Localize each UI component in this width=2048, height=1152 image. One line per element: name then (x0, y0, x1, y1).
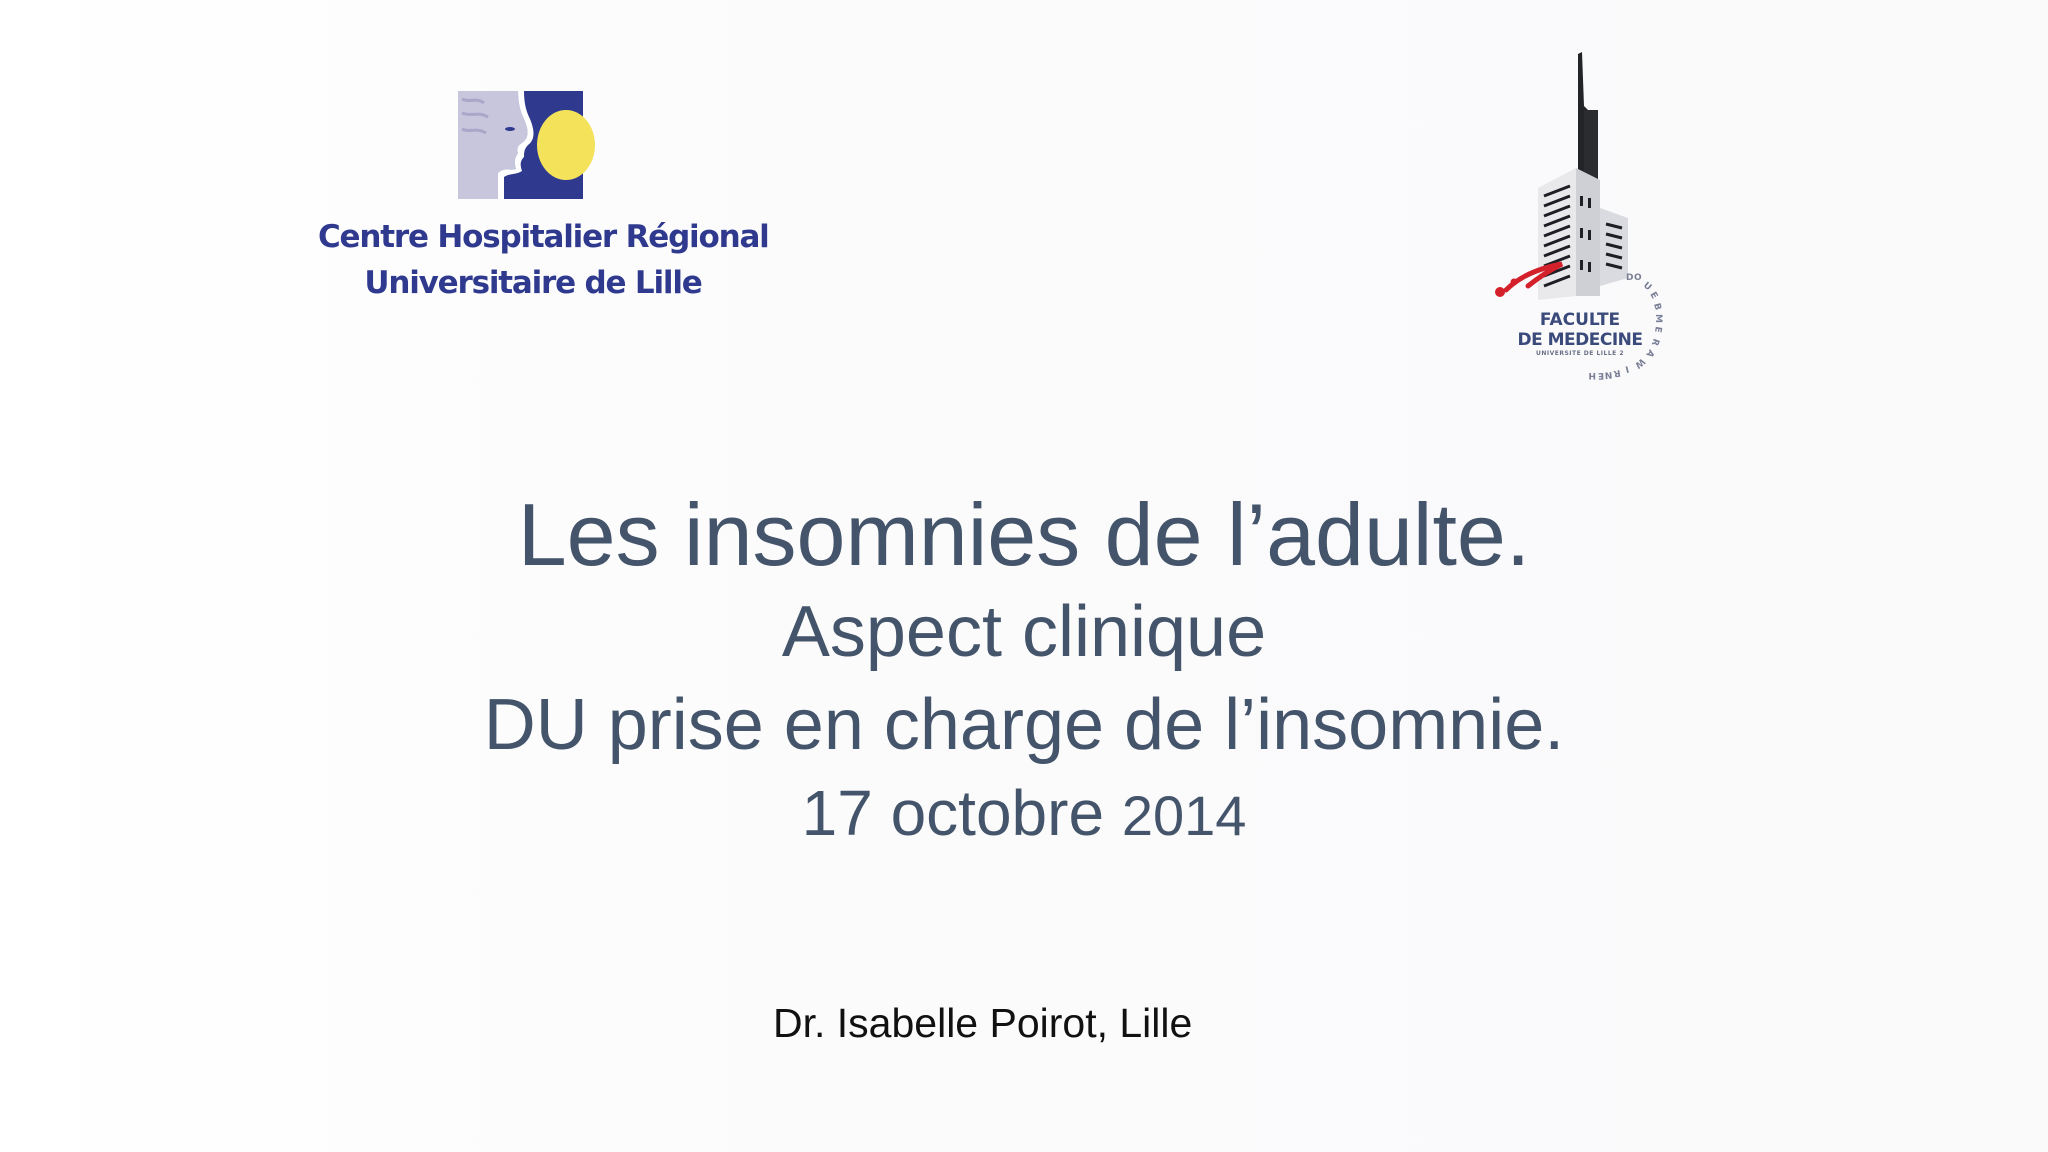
svg-text:E: E (1647, 290, 1660, 301)
svg-text:M: M (1653, 314, 1663, 323)
svg-text:W: W (1632, 355, 1647, 370)
chru-logo-line-1: Centre Hospitalier Régional (318, 219, 769, 255)
presentation-date (0, 773, 2048, 856)
svg-text:N: N (1604, 369, 1613, 380)
faculte-logo-line-2: DE MEDECINE (1517, 330, 1643, 350)
faculte-medecine-logo (1480, 48, 1700, 398)
svg-text:R: R (1612, 367, 1622, 379)
slide-subtitle: Aspect clinique (781, 592, 1267, 672)
svg-text:U: U (1641, 280, 1654, 293)
svg-text:E: E (1597, 370, 1605, 381)
date-year: 2014 (1121, 784, 1247, 847)
svg-text:E: E (1651, 325, 1663, 334)
svg-text:I: I (1623, 363, 1630, 374)
svg-text:D: D (1626, 273, 1634, 283)
faculte-logo-line-1: FACULTE (1539, 310, 1621, 330)
svg-text:B: B (1651, 302, 1663, 312)
svg-text:R: R (1648, 336, 1661, 347)
course-name: DU prise en charge de l’insomnie. (483, 685, 1565, 765)
chru-logo-text (318, 214, 769, 306)
chru-logo-line-2: Universitaire de Lille (364, 265, 702, 301)
chru-emblem-icon (458, 89, 603, 204)
faculte-logo-line-3: UNIVERSITE DE LILLE 2 (1535, 350, 1625, 357)
author-name: Dr. Isabelle Poirot, Lille (773, 1000, 1193, 1046)
faculte-logo-text (1480, 310, 1680, 358)
svg-text:O: O (1634, 273, 1642, 283)
chru-lille-logo (318, 86, 769, 316)
svg-text:H: H (1588, 370, 1596, 380)
svg-text:A: A (1643, 347, 1656, 359)
slide-title: Les insomnies de l’adulte. (517, 485, 1531, 584)
date-day-month: 17 octobre (801, 777, 1105, 849)
